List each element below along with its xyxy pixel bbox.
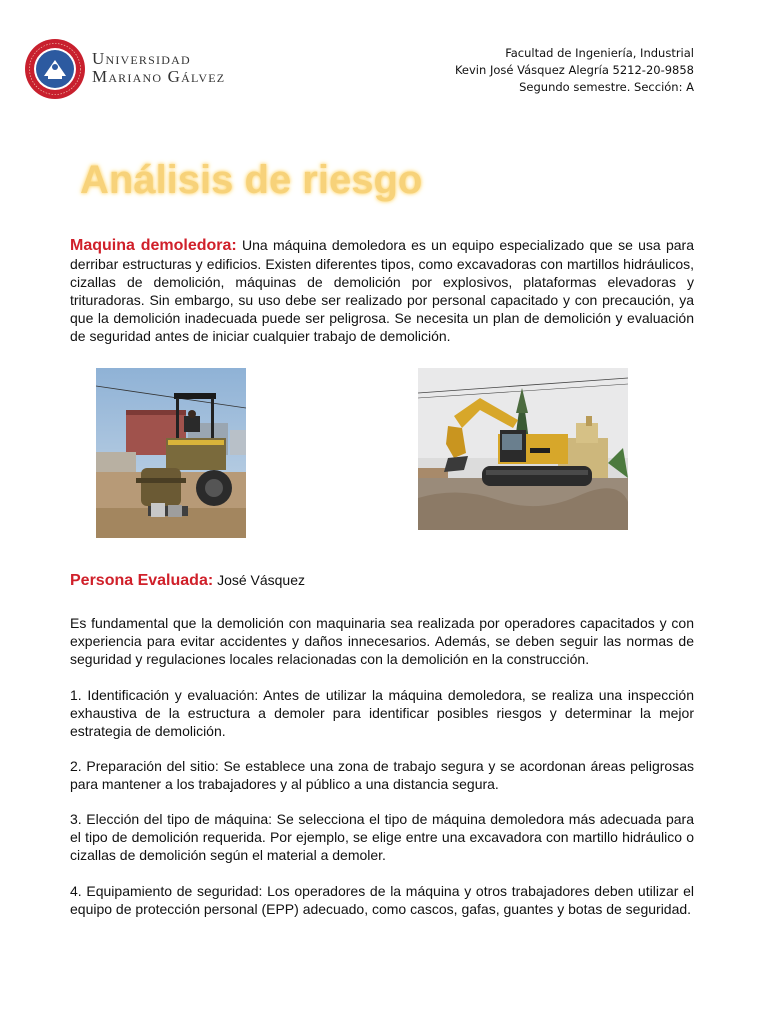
semester-line: Segundo semestre. Sección: A: [519, 80, 694, 94]
intro-paragraph: [70, 236, 694, 345]
road-roller-photo: [96, 368, 246, 538]
evaluated-label: Persona Evaluada:: [70, 572, 214, 589]
university-seal-logo: [24, 38, 86, 100]
body-paragraph: Es fundamental que la demolición con maquinaria sea realizada por operadores capacitados y con experiencia para evitar accidentes y daños innecesarios. Además, se deben seguir las normas de seguridad y regulaciones locales relacionadas con la demolición en la construcción.: [70, 615, 694, 667]
faculty-line: Facultad de Ingeniería, Industrial: [505, 46, 694, 60]
evaluated-name: José Vásquez: [217, 572, 306, 588]
evaluated-person: [70, 572, 305, 590]
step-3-paragraph: 3. Elección del tipo de máquina: Se selecciona el tipo de máquina demoledora más adecuada para el tipo de demolición requerida. Por ejemplo, se elige entre una excavadora con martillo hidráulico o cizallas de demolición según el material a demoler.: [70, 811, 694, 863]
university-name-line1: Universidad: [92, 49, 191, 68]
university-name-line2: Mariano Gálvez: [92, 67, 226, 86]
intro-label: Maquina demoledora:: [70, 237, 237, 254]
university-name: [92, 50, 225, 86]
step-4-paragraph: 4. Equipamiento de seguridad: Los operadores de la máquina y otros trabajadores deben utilizar el equipo de protección personal (EPP) adecuado, como cascos, gafas, guantes y botas de seguridad.: [70, 883, 694, 917]
step-1-paragraph: 1. Identificación y evaluación: Antes de utilizar la máquina demoledora, se realiza una inspección exhaustiva de la estructura a demoler para identificar posibles riesgos y determinar la mejor estrategia de demolición.: [70, 687, 694, 739]
header-info: [455, 45, 694, 96]
excavator-photo: [418, 368, 628, 530]
intro-text: Una máquina demoledora es un equipo especializado que se usa para derribar estructuras y edificios. Existen diferentes tipos, como excavadoras con martillos hidráulicos, cizallas de demolición, máquinas de demolición por explosivos, plataformas elevadoras y trituradoras. Sin embargo, su uso debe ser realizado por personal capacitado y con precaución, ya que la demolición inadecuada puede ser peligrosa. Se necesita un plan de demolición y evaluación de seguridad antes de iniciar cualquier trabajo de demolición.: [70, 237, 694, 344]
student-line: Kevin José Vásquez Alegría 5212-20-9858: [454, 63, 694, 77]
page-title: Análisis de riesgo: [80, 158, 423, 202]
step-2-paragraph: 2. Preparación del sitio: Se establece una zona de trabajo segura y se acordonan áreas peligrosas para mantener a los trabajadores y al público a una distancia segura.: [70, 758, 694, 792]
